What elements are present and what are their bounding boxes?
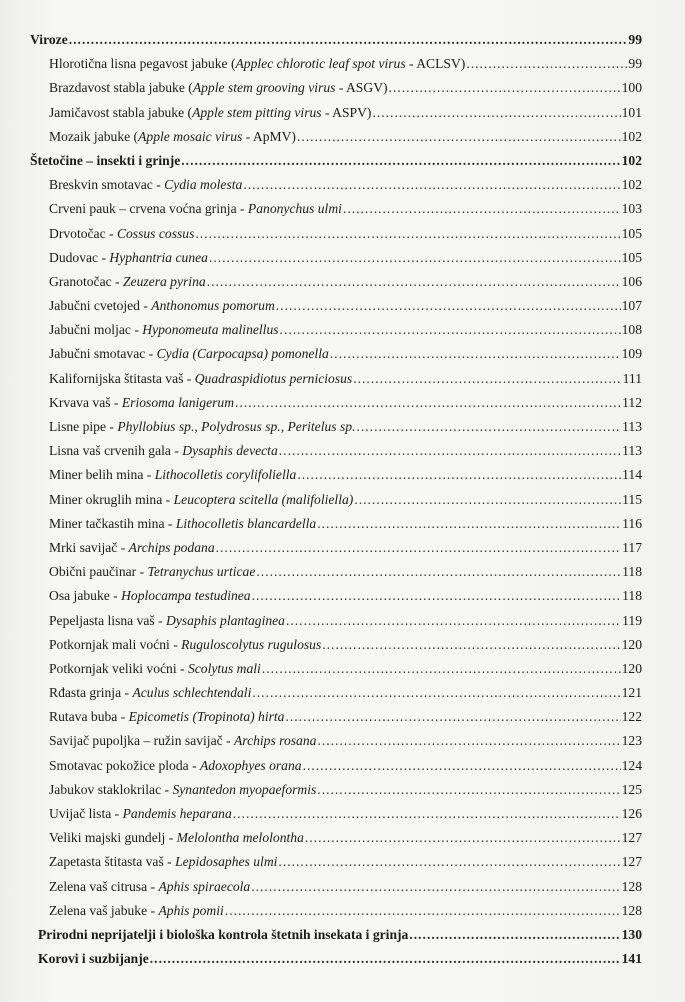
entry-latin-name: Ruguloscolytus rugulosus: [181, 636, 322, 652]
toc-entry: [30, 246, 642, 270]
entry-common-name: Jabučni moljac -: [49, 322, 143, 338]
entry-common-name: Potkornjak veliki voćni -: [49, 660, 188, 676]
dot-leader: [303, 754, 621, 778]
entry-common-name: Mrki savijač -: [49, 539, 129, 555]
page-number: 99: [628, 56, 642, 72]
toc-entry-title: [49, 439, 278, 463]
entry-common-name: Zelena vaš jabuke -: [49, 902, 159, 918]
entry-common-name: Rutava buba -: [49, 709, 129, 725]
toc-entry: [30, 536, 642, 560]
toc-entry-title: [49, 681, 251, 705]
page-number: 113: [622, 419, 642, 434]
dot-leader: [252, 584, 622, 608]
page-number: 119: [622, 612, 642, 628]
toc-entry-title: [49, 367, 352, 391]
toc-entry: [30, 439, 642, 463]
toc-entry-title: [49, 633, 321, 657]
dot-leader: [322, 633, 620, 657]
toc-entry: [30, 101, 642, 125]
entry-common-name: Uvijač lista -: [49, 806, 123, 821]
page-number: 125: [621, 781, 642, 797]
entry-latin-name: Archips rosana: [233, 733, 317, 749]
toc-entry-title: [49, 76, 388, 100]
toc-entry-title: [49, 875, 250, 899]
page-number: 141: [621, 951, 642, 967]
toc-entry-title: [49, 826, 304, 850]
entry-common-name: Štetočine – insekti i grinje: [30, 152, 181, 168]
entry-latin-name: Apple mosaic virus: [138, 128, 243, 144]
toc-entry-title: [49, 850, 277, 874]
entry-latin-name: Quadraspidiotus perniciosus: [194, 370, 353, 386]
page-number: 102: [621, 152, 642, 168]
entry-abbreviation: - ACLSV): [405, 56, 466, 72]
toc-entry: [30, 270, 642, 294]
toc-entry: [30, 342, 642, 366]
entry-common-name: Potkornjak mali voćni -: [49, 636, 182, 652]
toc-entry: [30, 657, 642, 681]
entry-latin-name: Lithocolletis blancardella: [175, 515, 317, 531]
entry-abbreviation: - ASPV): [321, 104, 372, 120]
dot-leader: [343, 197, 621, 221]
entry-common-name: Smotavac pokožice ploda -: [49, 757, 200, 773]
entry-latin-name: Dysaphis devecta: [182, 443, 278, 459]
toc-entry-title: [30, 28, 68, 52]
entry-common-name: Drvotočac -: [49, 225, 117, 241]
entry-latin-name: Aphis spiraecola: [158, 878, 251, 894]
entry-latin-name: Aphis pomii: [158, 902, 224, 918]
toc-entry-title: [30, 149, 180, 173]
page-number: 102: [621, 128, 642, 144]
toc-entry: [30, 609, 642, 633]
dot-leader: [317, 729, 620, 753]
toc-entry: [30, 875, 642, 899]
page-number: 123: [621, 733, 642, 749]
dot-leader: [280, 318, 621, 342]
dot-leader: [297, 463, 621, 487]
toc-entry-title: [49, 899, 224, 923]
page-number: 121: [621, 685, 642, 701]
toc-entry: [30, 463, 642, 487]
toc-entry-title: [49, 512, 316, 536]
page-number: 118: [622, 564, 642, 580]
entry-common-name: Kalifornijska štitasta vaš -: [49, 370, 195, 386]
entry-common-name: Prirodni neprijatelji i biološka kontrola štetnih insekata i grinja: [38, 926, 409, 942]
dot-leader: [181, 149, 620, 173]
page-number: 122: [621, 709, 642, 725]
dot-leader: [252, 681, 620, 705]
entry-common-name: Lisne pipe -: [49, 419, 118, 434]
entry-common-name: Dudovac -: [49, 249, 110, 265]
entry-latin-name: Pandemis heparana: [122, 806, 232, 821]
entry-common-name: Krvava vaš -: [49, 394, 122, 410]
toc-entry: [30, 173, 642, 197]
entry-latin-name: Melolontha melolontha: [176, 830, 304, 846]
entry-common-name: Zapetasta štitasta vaš -: [49, 854, 176, 870]
toc-entry: [30, 633, 642, 657]
entry-common-name: Hlorotična lisna pegavost jabuke (: [49, 56, 236, 72]
entry-latin-name: Hoplocampa testudinea: [121, 588, 251, 604]
entry-common-name: Jabukov staklokrilac -: [49, 781, 173, 797]
toc-entry-title: [49, 609, 285, 633]
toc-section-heading: [30, 28, 642, 52]
toc-entry: [30, 729, 642, 753]
toc-section-heading: [30, 149, 642, 173]
entry-latin-name: Adoxophyes orana: [200, 757, 302, 773]
toc-entry: [30, 125, 642, 149]
dot-leader: [209, 246, 621, 270]
toc-entry-title: [49, 778, 316, 802]
dot-leader: [69, 28, 628, 52]
entry-common-name: Osa jabuke -: [49, 588, 122, 604]
dot-leader: [276, 294, 621, 318]
toc-entry: [30, 294, 642, 318]
page-number: 101: [621, 104, 642, 120]
toc-entry-title: [49, 754, 302, 778]
entry-common-name: Granotočac -: [49, 273, 123, 289]
entry-latin-name: Applec chlorotic leaf spot virus: [235, 56, 406, 72]
entry-latin-name: Cydia (Carpocapsa) pomonella: [156, 346, 329, 362]
toc-entry-title: [49, 173, 242, 197]
page-number: 127: [621, 830, 642, 846]
page-number: 102: [621, 177, 642, 193]
toc-entry-title: [49, 270, 206, 294]
dot-leader: [389, 76, 621, 100]
toc-entry: [30, 222, 642, 246]
dot-leader: [150, 947, 621, 971]
toc-entry-title: [49, 705, 284, 729]
page-number: 105: [621, 225, 642, 241]
toc-entry: [30, 367, 642, 391]
entry-common-name: Lisna vaš crvenih gala -: [49, 443, 183, 459]
toc-entry-title: [49, 222, 194, 246]
toc-entry-title: [49, 318, 279, 342]
dot-leader: [225, 899, 621, 923]
page-number: 115: [622, 491, 642, 507]
page-number: 120: [621, 660, 642, 676]
dot-leader: [317, 778, 620, 802]
toc-entry: [30, 850, 642, 874]
dot-leader: [207, 270, 621, 294]
entry-latin-name: Archips podana: [128, 539, 215, 555]
entry-latin-name: Anthonomus pomorum: [151, 298, 275, 314]
page-number: 128: [621, 902, 642, 918]
page-number: 111: [622, 370, 642, 386]
toc-entry: [30, 584, 642, 608]
page-number: 113: [622, 443, 642, 459]
page-number: 112: [622, 394, 642, 410]
toc-entry: [30, 318, 642, 342]
entry-common-name: Zelena vaš citrusa -: [49, 878, 159, 894]
entry-latin-name: Zeuzera pyrina: [122, 273, 206, 289]
dot-leader: [195, 222, 620, 246]
toc-entry-title: [38, 947, 149, 971]
toc-entry: [30, 415, 642, 439]
entry-common-name: Miner okruglih mina -: [49, 491, 174, 507]
dot-leader: [297, 125, 621, 149]
entry-common-name: Viroze: [30, 32, 68, 47]
toc-entry: [30, 826, 642, 850]
page-number: 124: [621, 757, 642, 773]
toc-entry: [30, 778, 642, 802]
toc-entry-title: [49, 560, 255, 584]
table-of-contents: [30, 28, 642, 971]
toc-entry-title: [49, 729, 316, 753]
toc-entry-title: [49, 197, 342, 221]
entry-common-name: Pepeljasta lisna vaš -: [49, 612, 167, 628]
entry-latin-name: Hyponomeuta malinellus: [142, 322, 279, 338]
dot-leader: [353, 367, 621, 391]
toc-section-heading: [30, 947, 642, 971]
toc-entry-title: [49, 657, 261, 681]
toc-entry-title: [49, 246, 208, 270]
entry-latin-name: Synantedon myopaeformis: [172, 781, 317, 797]
toc-entry: [30, 512, 642, 536]
page-number: 107: [621, 298, 642, 314]
dot-leader: [330, 342, 621, 366]
page-number: 114: [622, 467, 642, 483]
toc-entry: [30, 488, 642, 512]
toc-entry: [30, 899, 642, 923]
toc-entry: [30, 560, 642, 584]
page-number: 105: [621, 249, 642, 265]
page-number: 128: [621, 878, 642, 894]
dot-leader: [305, 826, 621, 850]
entry-latin-name: Hyphantria cunea: [109, 249, 208, 265]
entry-latin-name: Tetranychus urticae: [147, 564, 256, 580]
entry-common-name: Korovi i suzbijanje: [38, 951, 149, 967]
entry-common-name: Jabučni cvetojed -: [49, 298, 152, 314]
toc-entry: [30, 391, 642, 415]
dot-leader: [317, 512, 621, 536]
entry-common-name: Savijač pupoljka – ružin savijač -: [49, 733, 234, 749]
entry-common-name: Mozaik jabuke (: [49, 128, 139, 144]
dot-leader: [466, 52, 627, 76]
dot-leader: [409, 923, 620, 947]
page-number: 118: [622, 588, 642, 604]
entry-latin-name: Scolytus mali: [187, 660, 261, 676]
page-number: 108: [621, 322, 642, 338]
toc-entry-title: [49, 294, 275, 318]
toc-entry-title: [49, 488, 353, 512]
entry-latin-name: Cossus cossus: [116, 225, 195, 241]
toc-entry-title: [38, 923, 408, 947]
entry-latin-name: Epicometis (Tropinota) hirta: [128, 709, 285, 725]
page-number: 100: [621, 80, 642, 96]
entry-common-name: Crveni pauk – crvena voćna grinja -: [49, 201, 248, 217]
entry-latin-name: Panonychus ulmi: [247, 201, 342, 217]
page-number: 116: [622, 515, 642, 531]
dot-leader: [262, 657, 621, 681]
entry-common-name: Brazdavost stabla jabuke (: [49, 80, 193, 96]
entry-common-name: Miner tačkastih mina -: [49, 515, 176, 531]
toc-entry-title: [49, 536, 215, 560]
toc-entry-title: [49, 101, 371, 125]
toc-entry-title: [49, 584, 251, 608]
page-number: 127: [621, 854, 642, 870]
toc-entry: [30, 52, 642, 76]
entry-common-name: Rđasta grinja -: [49, 685, 133, 701]
page-number: 106: [621, 273, 642, 289]
toc-section-heading: [30, 923, 642, 947]
entry-abbreviation: - ApMV): [242, 128, 296, 144]
dot-leader: [356, 415, 621, 439]
entry-latin-name: Lepidosaphes ulmi: [175, 854, 278, 870]
dot-leader: [235, 391, 621, 415]
toc-entry-title: [49, 342, 329, 366]
entry-common-name: Veliki majski gundelj -: [49, 830, 177, 846]
dot-leader: [216, 536, 621, 560]
dot-leader: [279, 439, 621, 463]
entry-common-name: Breskvin smotavac -: [49, 177, 165, 193]
entry-latin-name: Lithocolletis corylifoliella: [154, 467, 297, 483]
page-number: 126: [621, 806, 642, 821]
dot-leader: [233, 802, 621, 826]
dot-leader: [278, 850, 620, 874]
toc-entry-title: [49, 391, 234, 415]
page-number: 103: [621, 201, 642, 217]
entry-latin-name: Cydia molesta: [164, 177, 243, 193]
toc-entry-title: [49, 125, 296, 149]
entry-common-name: Miner belih mina -: [49, 467, 155, 483]
toc-entry: [30, 681, 642, 705]
entry-latin-name: Eriosoma lanigerum: [121, 394, 235, 410]
entry-latin-name: Phyllobius sp., Polydrosus sp., Peritelus sp.: [117, 419, 356, 434]
entry-abbreviation: - ASGV): [335, 80, 388, 96]
toc-entry: [30, 76, 642, 100]
entry-common-name: Obični paučinar -: [49, 564, 148, 580]
page-number: 99: [628, 32, 642, 47]
page-number: 117: [622, 539, 642, 555]
dot-leader: [286, 609, 621, 633]
toc-entry-title: [49, 415, 355, 439]
dot-leader: [256, 560, 621, 584]
entry-latin-name: Aculus schlechtendali: [132, 685, 252, 701]
entry-latin-name: Apple stem grooving virus: [192, 80, 336, 96]
toc-entry: [30, 754, 642, 778]
toc-entry-title: [49, 802, 232, 826]
dot-leader: [372, 101, 620, 125]
entry-latin-name: Dysaphis plantaginea: [166, 612, 285, 628]
dot-leader: [251, 875, 620, 899]
entry-common-name: Jabučni smotavac -: [49, 346, 157, 362]
toc-entry: [30, 705, 642, 729]
dot-leader: [354, 488, 621, 512]
entry-common-name: Jamičavost stabla jabuke (: [49, 104, 193, 120]
entry-latin-name: Leucoptera scitella (malifoliella): [173, 491, 354, 507]
toc-entry-title: [49, 463, 296, 487]
toc-entry: [30, 197, 642, 221]
toc-entry-title: [49, 52, 465, 76]
page-number: 109: [621, 346, 642, 362]
dot-leader: [285, 705, 620, 729]
dot-leader: [243, 173, 620, 197]
entry-latin-name: Apple stem pitting virus: [192, 104, 322, 120]
page-number: 120: [621, 636, 642, 652]
page-number: 130: [621, 926, 642, 942]
toc-entry: [30, 802, 642, 826]
